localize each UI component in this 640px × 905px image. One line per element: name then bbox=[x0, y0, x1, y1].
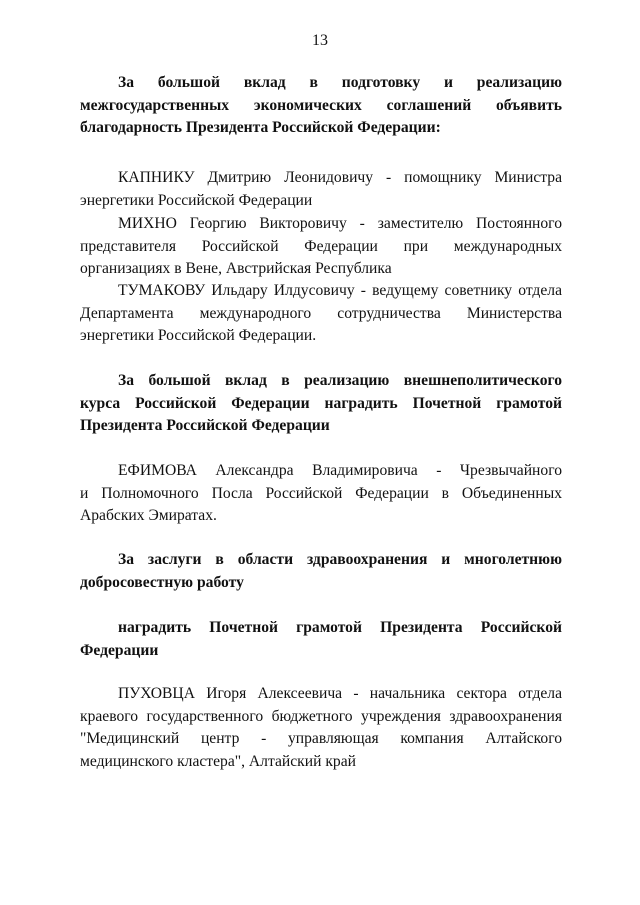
entry-line: КАПНИКУ Дмитрию Леонидовичу - помощнику Министра bbox=[118, 169, 562, 186]
entry-line: организациях в Вене, Австрийская Республика bbox=[80, 260, 392, 277]
entry-line: энергетики Российской Федерации. bbox=[80, 327, 317, 344]
entry-line: представителя Российской Федерации при международных bbox=[80, 237, 562, 255]
entry-line: энергетики Российской Федерации bbox=[80, 191, 313, 209]
entry-line: ТУМАКОВУ Ильдару Илдусовичу - ведущему советнику отдела bbox=[118, 282, 562, 299]
section-3-subheading bbox=[80, 617, 562, 662]
section-3-heading bbox=[80, 549, 562, 594]
entry-line: медицинского кластера", Алтайский край bbox=[80, 752, 356, 770]
entry-line: МИХНО Георгию Викторовичу - заместителю Постоянного bbox=[118, 215, 562, 232]
subheading-line: наградить Почетной грамотой Президента Российской bbox=[118, 619, 562, 636]
subheading-line: Федерации bbox=[80, 641, 159, 659]
entry-line: и Полномочного Посла Российской Федерации в Объединенных bbox=[80, 484, 562, 502]
award-entry-efimov bbox=[80, 460, 562, 528]
entry-line: ЕФИМОВА Александра Владимировича - Чрезвычайного bbox=[118, 462, 562, 479]
award-entry-tumakov bbox=[80, 280, 562, 348]
award-entry-pukhovets bbox=[80, 683, 562, 773]
section-2-heading bbox=[80, 370, 562, 438]
section-1-heading bbox=[80, 72, 562, 140]
entry-line: "Медицинский центр - управляющая компания Алтайского bbox=[80, 730, 562, 747]
page-number: 13 bbox=[312, 32, 328, 49]
heading-line: межгосударственных экономических соглашений объявить bbox=[80, 96, 562, 114]
award-entry-kapnik bbox=[80, 167, 562, 212]
award-entry-mikhno bbox=[80, 213, 562, 281]
entry-line: Арабских Эмиратах. bbox=[80, 507, 217, 524]
entry-line: ПУХОВЦА Игоря Алексеевича - начальника сектора отдела bbox=[118, 685, 562, 702]
heading-line: курса Российской Федерации наградить Почетной грамотой bbox=[80, 394, 562, 412]
entry-line: краевого государственного бюджетного учреждения здравоохранения bbox=[80, 707, 562, 725]
heading-line: добросовестную работу bbox=[80, 573, 244, 591]
heading-line: За большой вклад в реализацию внешнеполитического bbox=[118, 372, 562, 389]
entry-line: Департамента международного сотрудничества Министерства bbox=[80, 304, 562, 322]
heading-line: благодарность Президента Российской Федерации: bbox=[80, 119, 441, 136]
heading-line: За заслуги в области здравоохранения и многолетнюю bbox=[118, 551, 562, 568]
heading-line: За большой вклад в подготовку и реализацию bbox=[118, 74, 562, 91]
heading-line: Президента Российской Федерации bbox=[80, 417, 330, 434]
